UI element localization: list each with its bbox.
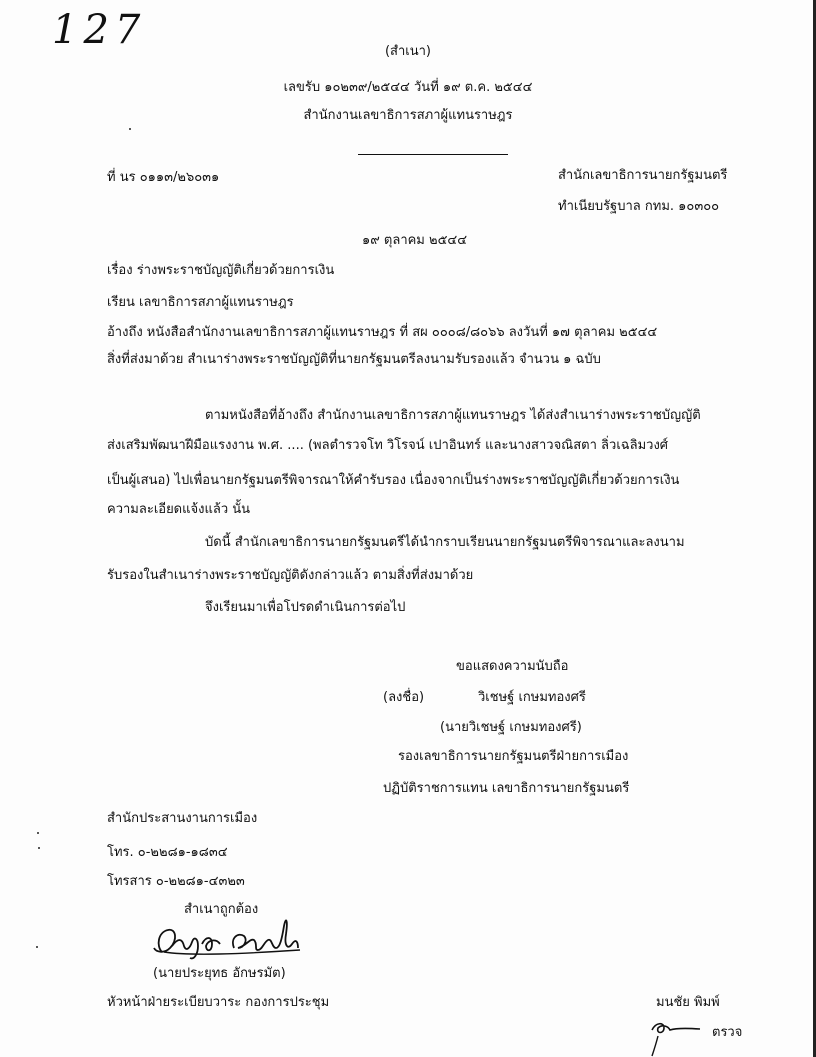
closing-regards: ขอแสดงความนับถือ — [456, 659, 569, 674]
header-divider — [358, 154, 508, 155]
checker-note: ตรวจ — [712, 1025, 743, 1040]
scan-speck — [36, 946, 38, 948]
body-p1-line1: ตามหนังสือที่อ้างถึง สำนักงานเลขาธิการสภาผู้แทนราษฎร ได้ส่งสำเนาร่างพระราชบัญญัติ — [205, 408, 701, 423]
reference-line: อ้างถึง หนังสือสำนักงานเลขาธิการสภาผู้แทนราษฎร ที่ สผ ๐๐๐๘/๘๐๖๖ ลงวันที่ ๑๗ ตุลาคม ๒๕๔๔ — [107, 325, 658, 340]
signatory-position-2: ปฏิบัติราชการแทน เลขาธิการนายกรัฐมนตรี — [383, 781, 630, 796]
signatory-position-1: รองเลขาธิการนายกรัฐมนตรีฝ่ายการเมือง — [398, 749, 629, 764]
body-p1-line4: ความละเอียดแจ้งแล้ว นั้น — [107, 502, 251, 517]
copy-label: (สำเนา) — [384, 44, 431, 59]
body-p1-line3: เป็นผู้เสนอ) ไปเพื่อนายกรัฐมนตรีพิจารณาให้คำรับรอง เนื่องจากเป็นร่างพระราชบัญญัติเกี่ยวด้วยการเงิน — [107, 473, 680, 488]
signed-name: วิเชษฐ์ เกษมทองศรี — [478, 690, 586, 705]
certifier-name: (นายประยุทธ อักษรมัต) — [153, 966, 286, 981]
letter-date: ๑๙ ตุลาคม ๒๕๔๔ — [362, 233, 468, 248]
signatory-full-name: (นายวิเชษฐ์ เกษมทองศรี) — [440, 720, 582, 735]
body-p3-line1: จึงเรียนมาเพื่อโปรดดำเนินการต่อไป — [205, 600, 406, 615]
body-p2-line1: บัดนี้ สำนักเลขาธิการนายกรัฐมนตรีได้นำกราบเรียนนายกรัฐมนตรีพิจารณาและลงนาม — [205, 535, 685, 550]
scan-speck — [37, 832, 39, 834]
recipient-line: เรียน เลขาธิการสภาผู้แทนราษฎร — [107, 295, 294, 310]
certifier-position: หัวหน้าฝ่ายระเบียบวาระ กองการประชุม — [107, 995, 330, 1010]
contact-division: สำนักประสานงานการเมือง — [107, 811, 258, 826]
sender-address-line1: สำนักเลขาธิการนายกรัฐมนตรี — [558, 168, 728, 183]
signed-label: (ลงชื่อ) — [383, 690, 425, 705]
subject-line: เรื่อง ร่างพระราชบัญญัติเกี่ยวด้วยการเงิน — [107, 263, 335, 278]
body-p2-line2: รับรองในสำเนาร่างพระราชบัญญัติดังกล่าวแล้ว ตามสิ่งที่ส่งมาด้วย — [107, 568, 474, 583]
sender-address-line2: ทำเนียบรัฐบาล กทม. ๑๐๓๐๐ — [558, 199, 720, 214]
handwritten-page-number: 127 — [52, 7, 147, 53]
typist-note: มนชัย พิมพ์ — [656, 995, 720, 1010]
enclosure-line: สิ่งที่ส่งมาด้วย สำเนาร่างพระราชบัญญัติที่นายกรัฐมนตรีลงนามรับรองแล้ว จำนวน ๑ ฉบับ — [107, 352, 601, 367]
scan-speck — [129, 128, 131, 130]
contact-fax: โทรสาร ๐-๒๒๘๑-๔๓๒๓ — [107, 874, 245, 889]
body-p1-line2: ส่งเสริมพัฒนาฝีมือแรงงาน พ.ศ. .... (พลตำรวจโท วิโรจน์ เปาอินทร์ และนางสาวจณิสตา ลิ่วเฉลิมวงศ์ — [107, 438, 669, 453]
reference-number: ที่ นร ๐๑๑๓/๒๖๐๓๑ — [107, 170, 220, 185]
receiver-office: สำนักงานเลขาธิการสภาผู้แทนราษฎร — [303, 108, 513, 123]
scan-speck — [38, 847, 40, 849]
contact-phone: โทร. ๐-๒๒๘๑-๑๘๓๔ — [107, 845, 228, 860]
certifier-signature — [150, 908, 310, 970]
receipt-line: เลขรับ ๑๐๒๓๙/๒๕๔๔ วันที่ ๑๙ ต.ค. ๒๕๔๔ — [283, 80, 533, 95]
checker-initials — [648, 1014, 708, 1057]
certification-label: สำเนาถูกต้อง — [184, 902, 259, 917]
